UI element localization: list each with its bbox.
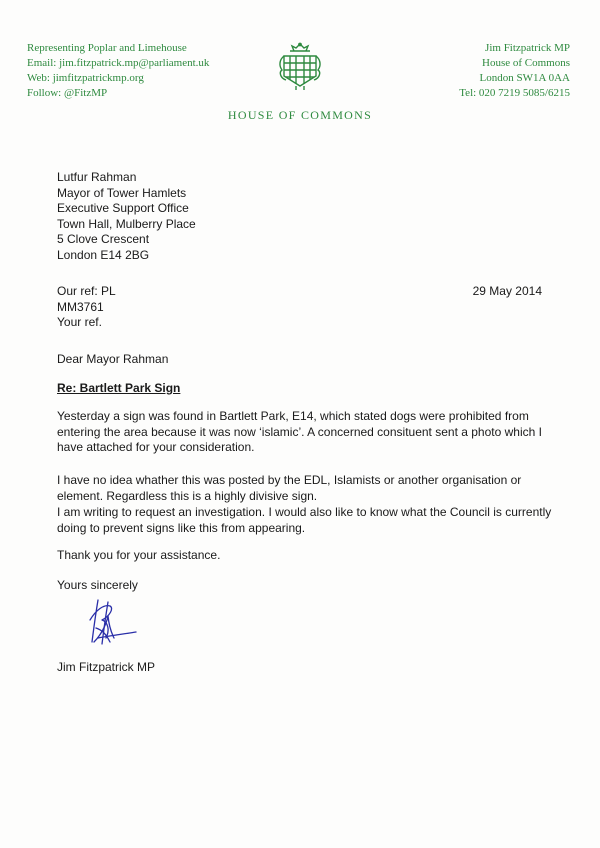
closing: Yours sincerely (57, 578, 138, 592)
constituency-line: Representing Poplar and Limehouse (27, 42, 187, 54)
handwritten-signature (84, 592, 138, 650)
recipient-address (57, 170, 196, 263)
recipient-line: London E14 2BG (57, 247, 150, 262)
email-line: Email: jim.fitzpatrick.mp@parliament.uk (27, 57, 210, 69)
house-line: House of Commons (482, 57, 570, 69)
mp-name-line: Jim Fitzpatrick MP (485, 42, 570, 54)
ref-number-line: MM3761 (57, 299, 104, 314)
recipient-line: Town Hall, Mulberry Place (57, 216, 196, 231)
recipient-line: Lutfur Rahman (57, 170, 137, 184)
signatory-name: Jim Fitzpatrick MP (57, 660, 156, 674)
body-paragraph: I have no idea whather this was posted by the EDL, Islamists or another organisation or element. Regardless this is a highly divisive sign. (57, 473, 522, 503)
letter-date: 29 May 2014 (472, 284, 542, 298)
web-line: Web: jimfitzpatrickmp.org (27, 72, 144, 84)
letterhead-mp-block (459, 41, 570, 101)
body-paragraph: I am writing to request an investigation. I would also like to know what the Council is currently doing to prevent signs like this from appearing. (57, 505, 552, 535)
your-ref-line: Your ref. (57, 315, 102, 329)
institution-title: HOUSE OF COMMONS (227, 108, 373, 122)
postcode-line: London SW1A 0AA (479, 72, 570, 84)
twitter-line: Follow: @FitzMP (27, 87, 108, 99)
body-paragraph: Yesterday a sign was found in Bartlett Park, E14, which stated dogs were prohibited from entering the area because it was now ‘islamic’. A concerned consituent sent a photo which I have attached for your consideration. (57, 409, 542, 454)
telephone-line: Tel: 020 7219 5085/6215 (459, 87, 570, 99)
our-ref-line: Our ref: PL (57, 284, 116, 298)
reference-block (57, 284, 116, 331)
recipient-line: Mayor of Tower Hamlets (57, 185, 187, 200)
letterhead-contact-block (27, 41, 209, 101)
body-paragraph: Thank you for your assistance. (57, 548, 221, 562)
recipient-line: Executive Support Office (57, 201, 189, 215)
portcullis-icon (276, 42, 324, 92)
salutation: Dear Mayor Rahman (57, 352, 169, 366)
subject-line: Re: Bartlett Park Sign (57, 381, 181, 395)
recipient-line: 5 Clove Crescent (57, 232, 150, 246)
